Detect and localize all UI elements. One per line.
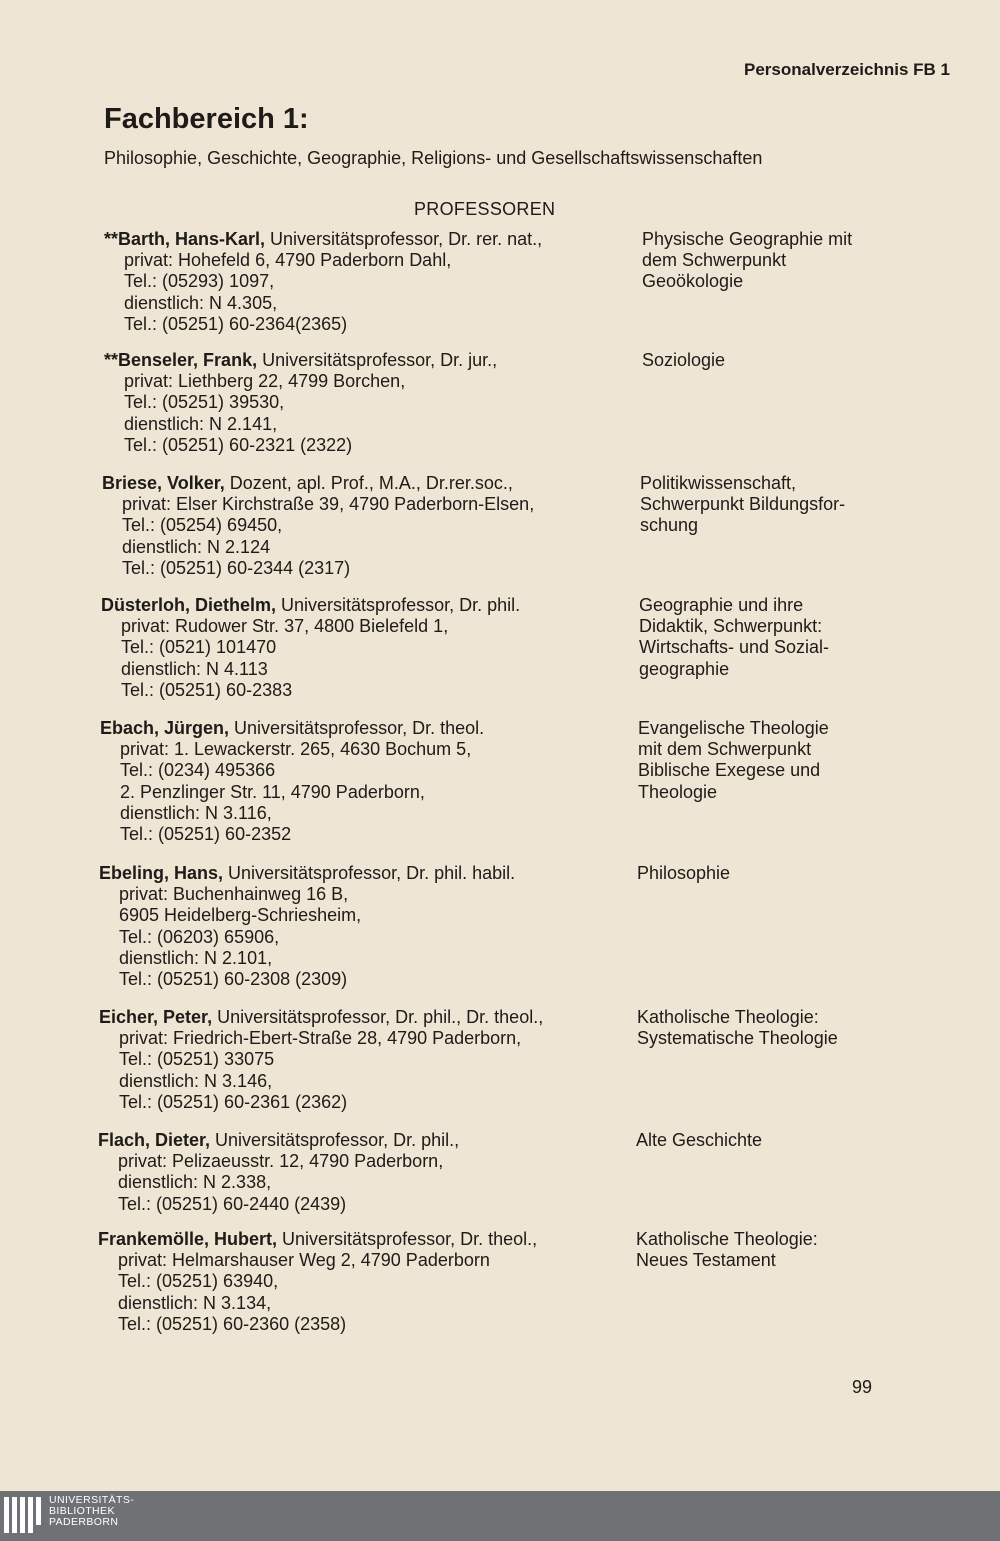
running-head: Personalverzeichnis FB 1 xyxy=(744,60,950,79)
entry-detail-line: dienstlich: N 3.116, xyxy=(120,802,272,823)
entry-field-line: Evangelische Theologie xyxy=(638,718,829,738)
entry-details xyxy=(102,473,627,579)
entry-title: Universitätsprofessor, Dr. phil., Dr. theol., xyxy=(212,1007,544,1027)
entry-detail-line: Tel.: (0234) 495366 xyxy=(120,760,276,781)
entry-detail-line: Tel.: (05251) 60-2344 (2317) xyxy=(122,557,351,578)
entry-field-line: Philosophie xyxy=(637,863,731,883)
entry-detail-line: Tel.: (05293) 1097, xyxy=(124,271,275,292)
entry-field-line: Geographie und ihre xyxy=(639,595,804,615)
entry-detail-line: privat: Pelizaeusstr. 12, 4790 Paderborn, xyxy=(118,1151,444,1172)
professor-entry xyxy=(99,1007,899,1113)
entry-field-line: Schwerpunkt Bildungsfor- xyxy=(640,494,846,515)
entry-detail-line: Tel.: (05251) 33075 xyxy=(119,1049,275,1070)
entry-detail-line: Tel.: (05251) 63940, xyxy=(118,1271,279,1292)
entry-name: **Benseler, Frank, xyxy=(104,350,258,370)
entry-name-line xyxy=(102,473,627,494)
section-heading: PROFESSOREN xyxy=(414,199,556,219)
entry-detail-line: Tel.: (05254) 69450, xyxy=(122,515,283,536)
library-logo-text: UNIVERSITÄTS- BIBLIOTHEK PADERBORN xyxy=(49,1494,135,1528)
entry-details xyxy=(104,350,629,456)
entry-detail-line: 6905 Heidelberg-Schriesheim, xyxy=(119,905,362,926)
page-title: Fachbereich 1: xyxy=(104,103,309,135)
entry-field-line: Politikwissenschaft, xyxy=(640,473,797,493)
entry-name: Flach, Dieter, xyxy=(98,1130,211,1150)
entry-detail-line: Tel.: (05251) 39530, xyxy=(124,392,285,413)
entry-detail-line: privat: Rudower Str. 37, 4800 Bielefeld 1, xyxy=(121,616,449,637)
entry-field xyxy=(639,595,899,680)
entry-title: Universitätsprofessor, Dr. rer. nat., xyxy=(265,229,543,249)
entry-field-line: Katholische Theologie: xyxy=(636,1229,818,1249)
entry-detail-line: Tel.: (05251) 60-2321 (2322) xyxy=(124,434,353,455)
professor-entry xyxy=(102,473,902,579)
professor-entry xyxy=(99,863,899,990)
professor-entry xyxy=(104,229,904,335)
entry-detail-line: privat: Elser Kirchstraße 39, 4790 Paderborn-Elsen, xyxy=(122,494,535,515)
entry-detail-line: dienstlich: N 2.101, xyxy=(119,947,273,968)
entry-name: Ebach, Jürgen, xyxy=(100,718,230,738)
entry-name-line xyxy=(104,229,629,250)
entry-name: **Barth, Hans-Karl, xyxy=(104,229,266,249)
entry-name-line xyxy=(98,1130,623,1151)
entry-field-line: Neues Testament xyxy=(636,1250,776,1271)
entry-name-line xyxy=(104,350,629,371)
entry-field xyxy=(636,1130,896,1151)
entry-field xyxy=(638,718,898,803)
entry-field-line: Biblische Exegese und xyxy=(638,760,821,781)
entry-name-line xyxy=(99,863,624,884)
entry-detail-line: privat: Buchenhainweg 16 B, xyxy=(119,884,349,905)
entry-detail-line: dienstlich: N 4.113 xyxy=(121,658,268,679)
entry-detail-line: Tel.: (05251) 60-2364(2365) xyxy=(124,313,348,334)
entry-name: Ebeling, Hans, xyxy=(99,863,224,883)
entry-field-line: Systematische Theologie xyxy=(637,1028,838,1049)
page-subtitle: Philosophie, Geschichte, Geographie, Religions- und Gesellschaftswissenschaften xyxy=(104,148,763,168)
page-number: 99 xyxy=(852,1377,873,1397)
entry-detail-line: Tel.: (05251) 60-2440 (2439) xyxy=(118,1193,347,1214)
library-footer xyxy=(0,1491,1000,1541)
entry-detail-line: privat: Hohefeld 6, 4790 Paderborn Dahl, xyxy=(124,250,452,271)
library-logo xyxy=(4,1495,134,1537)
entry-name-line xyxy=(100,718,625,739)
entry-details xyxy=(101,595,626,701)
entry-name-line xyxy=(99,1007,624,1028)
entry-detail-line: Tel.: (05251) 60-2383 xyxy=(121,679,293,700)
entry-field-line: Wirtschafts- und Sozial- xyxy=(639,637,830,658)
entry-details xyxy=(99,863,624,990)
entry-detail-line: privat: Friedrich-Ebert-Straße 28, 4790 Paderborn, xyxy=(119,1028,522,1049)
entry-name-line xyxy=(101,595,626,616)
library-logo-icon xyxy=(4,1497,41,1533)
entry-title: Universitätsprofessor, Dr. theol., xyxy=(277,1229,538,1249)
entry-field xyxy=(636,1229,896,1271)
entry-detail-line: Tel.: (05251) 60-2352 xyxy=(120,824,292,845)
entry-title: Universitätsprofessor, Dr. theol. xyxy=(229,718,485,738)
entry-field-line: Theologie xyxy=(638,781,718,802)
entry-field-line: Physische Geographie mit xyxy=(642,229,853,249)
entry-title: Universitätsprofessor, Dr. phil. xyxy=(276,595,521,615)
entry-field xyxy=(637,1007,897,1049)
entry-detail-line: privat: 1. Lewackerstr. 265, 4630 Bochum 5, xyxy=(120,739,472,760)
entry-detail-line: dienstlich: N 2.141, xyxy=(124,413,278,434)
entry-field-line: mit dem Schwerpunkt xyxy=(638,739,812,760)
professor-entry xyxy=(104,350,904,456)
entry-title: Dozent, apl. Prof., M.A., Dr.rer.soc., xyxy=(224,473,513,493)
entry-detail-line: Tel.: (05251) 60-2360 (2358) xyxy=(118,1313,347,1334)
entry-name: Düsterloh, Diethelm, xyxy=(101,595,277,615)
entry-field xyxy=(637,863,897,884)
entry-field-line: schung xyxy=(640,515,699,536)
entry-details xyxy=(98,1130,623,1215)
entry-title: Universitätsprofessor, Dr. phil., xyxy=(210,1130,460,1150)
entry-field-line: Katholische Theologie: xyxy=(637,1007,819,1027)
entry-detail-line: privat: Helmarshauser Weg 2, 4790 Paderborn xyxy=(118,1250,490,1271)
professor-entry xyxy=(101,595,901,701)
entry-name: Briese, Volker, xyxy=(102,473,225,493)
entry-detail-line: dienstlich: N 2.338, xyxy=(118,1172,272,1193)
entry-detail-line: Tel.: (06203) 65906, xyxy=(119,926,280,947)
professor-entry xyxy=(98,1229,898,1335)
entry-name: Frankemölle, Hubert, xyxy=(98,1229,278,1249)
entry-field-line: Alte Geschichte xyxy=(636,1130,763,1150)
entry-details xyxy=(99,1007,624,1113)
entry-field-line: Soziologie xyxy=(642,350,726,370)
professor-entry xyxy=(100,718,900,845)
entry-detail-line: dienstlich: N 4.305, xyxy=(124,292,278,313)
entry-detail-line: Tel.: (05251) 60-2361 (2362) xyxy=(119,1091,348,1112)
entry-field xyxy=(642,350,902,371)
entry-title: Universitätsprofessor, Dr. jur., xyxy=(257,350,498,370)
entry-detail-line: Tel.: (05251) 60-2308 (2309) xyxy=(119,969,348,990)
entry-details xyxy=(104,229,629,335)
entry-field xyxy=(642,229,902,293)
entry-detail-line: dienstlich: N 3.134, xyxy=(118,1292,272,1313)
entry-field-line: Didaktik, Schwerpunkt: xyxy=(639,616,823,637)
entry-detail-line: dienstlich: N 3.146, xyxy=(119,1070,273,1091)
entry-field-line: geographie xyxy=(639,658,730,679)
entry-title: Universitätsprofessor, Dr. phil. habil. xyxy=(223,863,516,883)
entry-field xyxy=(640,473,900,537)
entry-details xyxy=(100,718,625,845)
entry-detail-line: 2. Penzlinger Str. 11, 4790 Paderborn, xyxy=(120,781,425,802)
entry-detail-line: privat: Liethberg 22, 4799 Borchen, xyxy=(124,371,406,392)
entry-field-line: dem Schwerpunkt xyxy=(642,250,787,271)
entry-detail-line: Tel.: (0521) 101470 xyxy=(121,637,277,658)
entry-field-line: Geoökologie xyxy=(642,271,744,292)
entry-name-line xyxy=(98,1229,623,1250)
entry-name: Eicher, Peter, xyxy=(99,1007,213,1027)
entry-detail-line: dienstlich: N 2.124 xyxy=(122,536,271,557)
entry-details xyxy=(98,1229,623,1335)
professor-entry xyxy=(98,1130,898,1215)
